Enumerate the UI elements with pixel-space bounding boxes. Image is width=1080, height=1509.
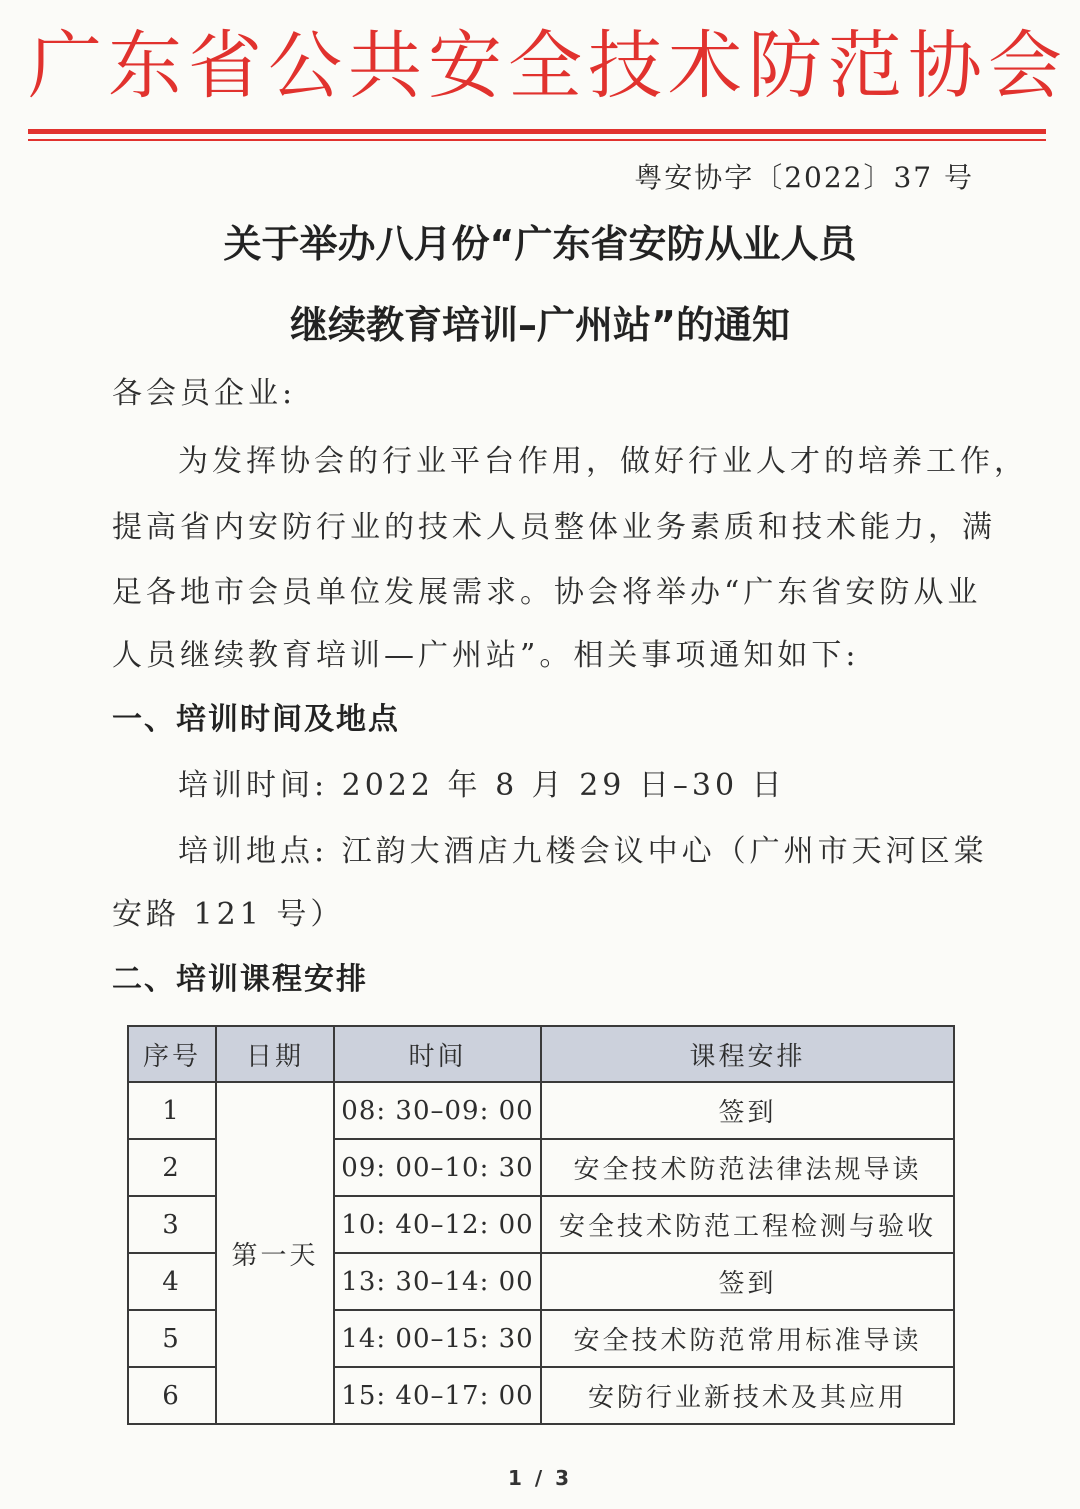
row-course: 签到 bbox=[541, 1082, 954, 1139]
row-course: 安全技术防范常用标准导读 bbox=[541, 1310, 954, 1367]
table-row bbox=[128, 1082, 954, 1139]
training-place-line-1: 培训地点: 江韵大酒店九楼会议中心（广州市天河区棠 bbox=[178, 834, 988, 869]
row-time: 09: 00–10: 30 bbox=[334, 1139, 541, 1196]
header-course: 课程安排 bbox=[541, 1026, 954, 1082]
row-time: 13: 30–14: 00 bbox=[334, 1253, 541, 1310]
document-title-line-2: 继续教育培训–广州站”的通知 bbox=[290, 303, 790, 347]
row-number: 3 bbox=[128, 1196, 216, 1253]
page-indicator: 1 / 3 bbox=[507, 1466, 573, 1490]
paragraph-line: 足各地市会员单位发展需求。协会将举办“广东省安防从业 bbox=[112, 575, 982, 610]
organization-name: 广东省公共安全技术防范协会 bbox=[28, 23, 1068, 109]
row-number: 6 bbox=[128, 1367, 216, 1424]
row-number: 1 bbox=[128, 1082, 216, 1139]
training-place-line-2: 安路 121 号） bbox=[112, 897, 345, 932]
table-header-row bbox=[128, 1026, 954, 1082]
row-number: 5 bbox=[128, 1310, 216, 1367]
row-time: 14: 00–15: 30 bbox=[334, 1310, 541, 1367]
row-course: 签到 bbox=[541, 1253, 954, 1310]
training-time: 培训时间: 2022 年 8 月 29 日–30 日 bbox=[178, 768, 786, 803]
section-heading-time-place: 一、培训时间及地点 bbox=[112, 702, 400, 737]
row-course: 安全技术防范法律法规导读 bbox=[541, 1139, 954, 1196]
section-heading-schedule: 二、培训课程安排 bbox=[112, 962, 368, 997]
row-course: 安防行业新技术及其应用 bbox=[541, 1367, 954, 1424]
row-time: 10: 40–12: 00 bbox=[334, 1196, 541, 1253]
header-date: 日期 bbox=[216, 1026, 334, 1082]
row-time: 08: 30–09: 00 bbox=[334, 1082, 541, 1139]
salutation: 各会员企业: bbox=[112, 376, 297, 411]
paragraph-line: 为发挥协会的行业平台作用，做好行业人才的培养工作， bbox=[178, 444, 1028, 479]
document-title-line-1: 关于举办八月份“广东省安防从业人员 bbox=[223, 222, 857, 266]
paragraph-line: 人员继续教育培训—广州站”。相关事项通知如下: bbox=[112, 638, 860, 673]
header-number: 序号 bbox=[128, 1026, 216, 1082]
paragraph-line: 提高省内安防行业的技术人员整体业务素质和技术能力，满 bbox=[112, 510, 996, 545]
header-time: 时间 bbox=[334, 1026, 541, 1082]
row-course: 安全技术防范工程检测与验收 bbox=[541, 1196, 954, 1253]
header-red-rule-thin bbox=[28, 139, 1046, 141]
schedule-table bbox=[127, 1025, 955, 1425]
header-red-rule-thick bbox=[28, 129, 1046, 134]
document-number: 粤安协字〔2022〕37 号 bbox=[634, 161, 974, 194]
row-number: 4 bbox=[128, 1253, 216, 1310]
row-time: 15: 40–17: 00 bbox=[334, 1367, 541, 1424]
row-number: 2 bbox=[128, 1139, 216, 1196]
day-label: 第一天 bbox=[216, 1082, 334, 1424]
